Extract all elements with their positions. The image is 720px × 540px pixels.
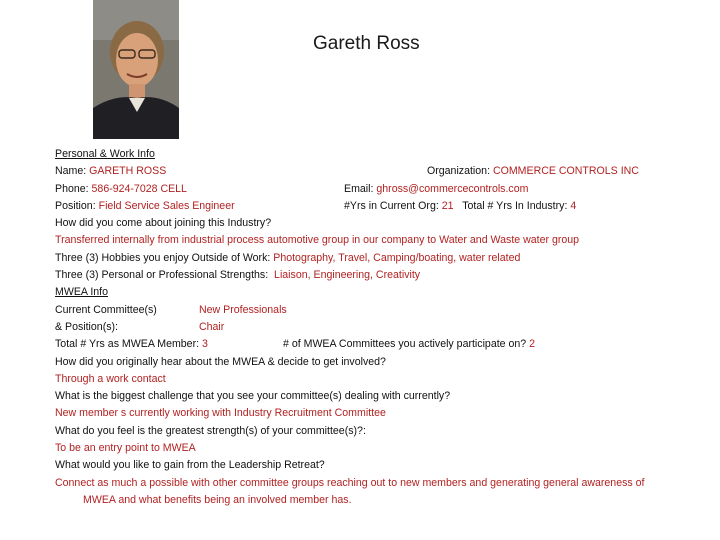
years-member-label: Total # Yrs as MWEA Member: — [55, 338, 200, 351]
strengths-row — [55, 267, 695, 284]
industry-question: How did you come about joining this Industry? — [55, 217, 272, 230]
phone-value: 586-924-7028 CELL — [91, 182, 187, 195]
industry-answer: Transferred internally from industrial process automotive group in our company to Water and Waste water group — [55, 234, 580, 247]
name-label: Name: — [55, 165, 87, 178]
years-info — [344, 198, 576, 215]
position2-value: Chair — [199, 320, 225, 333]
email-label: Email: — [344, 182, 374, 195]
profile-content — [55, 146, 695, 509]
hear-answer: Through a work contact — [55, 372, 166, 385]
phone-email-row — [55, 181, 695, 198]
strength-question: What do you feel is the greatest strength(s) of your committee(s)?: — [55, 424, 366, 437]
organization-value: COMMERCE CONTROLS INC — [492, 165, 639, 178]
challenge-answer: New member s currently working with Industry Recruitment Committee — [55, 407, 386, 420]
hobbies-label: Three (3) Hobbies you enjoy Outside of Work: — [55, 251, 271, 264]
name-org-row — [55, 163, 695, 180]
email — [344, 181, 528, 198]
phone-label: Phone: — [55, 182, 89, 195]
gain-answer-line-2: MWEA and what benefits being an involved member has. — [83, 493, 352, 506]
position2-row — [55, 319, 695, 336]
name-value: GARETH ROSS — [89, 165, 167, 178]
strength-answer: To be an entry point to MWEA — [55, 442, 196, 455]
position-label: Position: — [55, 199, 96, 212]
years-industry-label: Total # Yrs In Industry: — [462, 199, 568, 212]
organization-label: Organization: — [427, 165, 491, 178]
mwea-heading: MWEA Info — [55, 286, 108, 299]
committees-count — [283, 336, 535, 353]
personal-work-heading: Personal & Work Info — [55, 148, 155, 160]
gain-question: What would you like to gain from the Leadership Retreat? — [55, 459, 325, 472]
membership-row — [55, 336, 695, 353]
strengths-label: Three (3) Personal or Professional Strengths: — [55, 269, 269, 282]
page-title: Gareth Ross — [313, 33, 420, 54]
years-org-value: 21 — [441, 199, 454, 212]
strengths-value: Liaison, Engineering, Creativity — [274, 269, 421, 282]
portrait-photo-icon — [93, 0, 179, 139]
committee-label: Current Committee(s) — [55, 303, 157, 316]
hobbies-row — [55, 250, 695, 267]
organization — [427, 163, 639, 180]
committees-count-value: 2 — [529, 338, 536, 351]
hear-question: How did you originally hear about the MWEA & decide to get involved? — [55, 355, 386, 368]
position-years-row — [55, 198, 695, 215]
hobbies-value: Photography, Travel, Camping/boating, water related — [273, 251, 521, 264]
challenge-question: What is the biggest challenge that you see your committee(s) dealing with currently? — [55, 390, 451, 403]
years-industry-value: 4 — [570, 199, 577, 212]
position2-label: & Position(s): — [55, 320, 118, 333]
years-member-value: 3 — [202, 338, 208, 351]
committee-value: New Professionals — [199, 303, 287, 316]
gain-answer-line-1: Connect as much a possible with other committee groups reaching out to new members and generating general awareness of — [55, 476, 645, 489]
email-value: ghross@commercecontrols.com — [376, 182, 529, 195]
years-org-label: #Yrs in Current Org: — [344, 199, 439, 212]
position-value: Field Service Sales Engineer — [98, 199, 235, 212]
committee-row — [55, 302, 695, 319]
committees-count-label: # of MWEA Committees you actively participate on? — [283, 338, 527, 351]
portrait-photo — [93, 0, 179, 139]
